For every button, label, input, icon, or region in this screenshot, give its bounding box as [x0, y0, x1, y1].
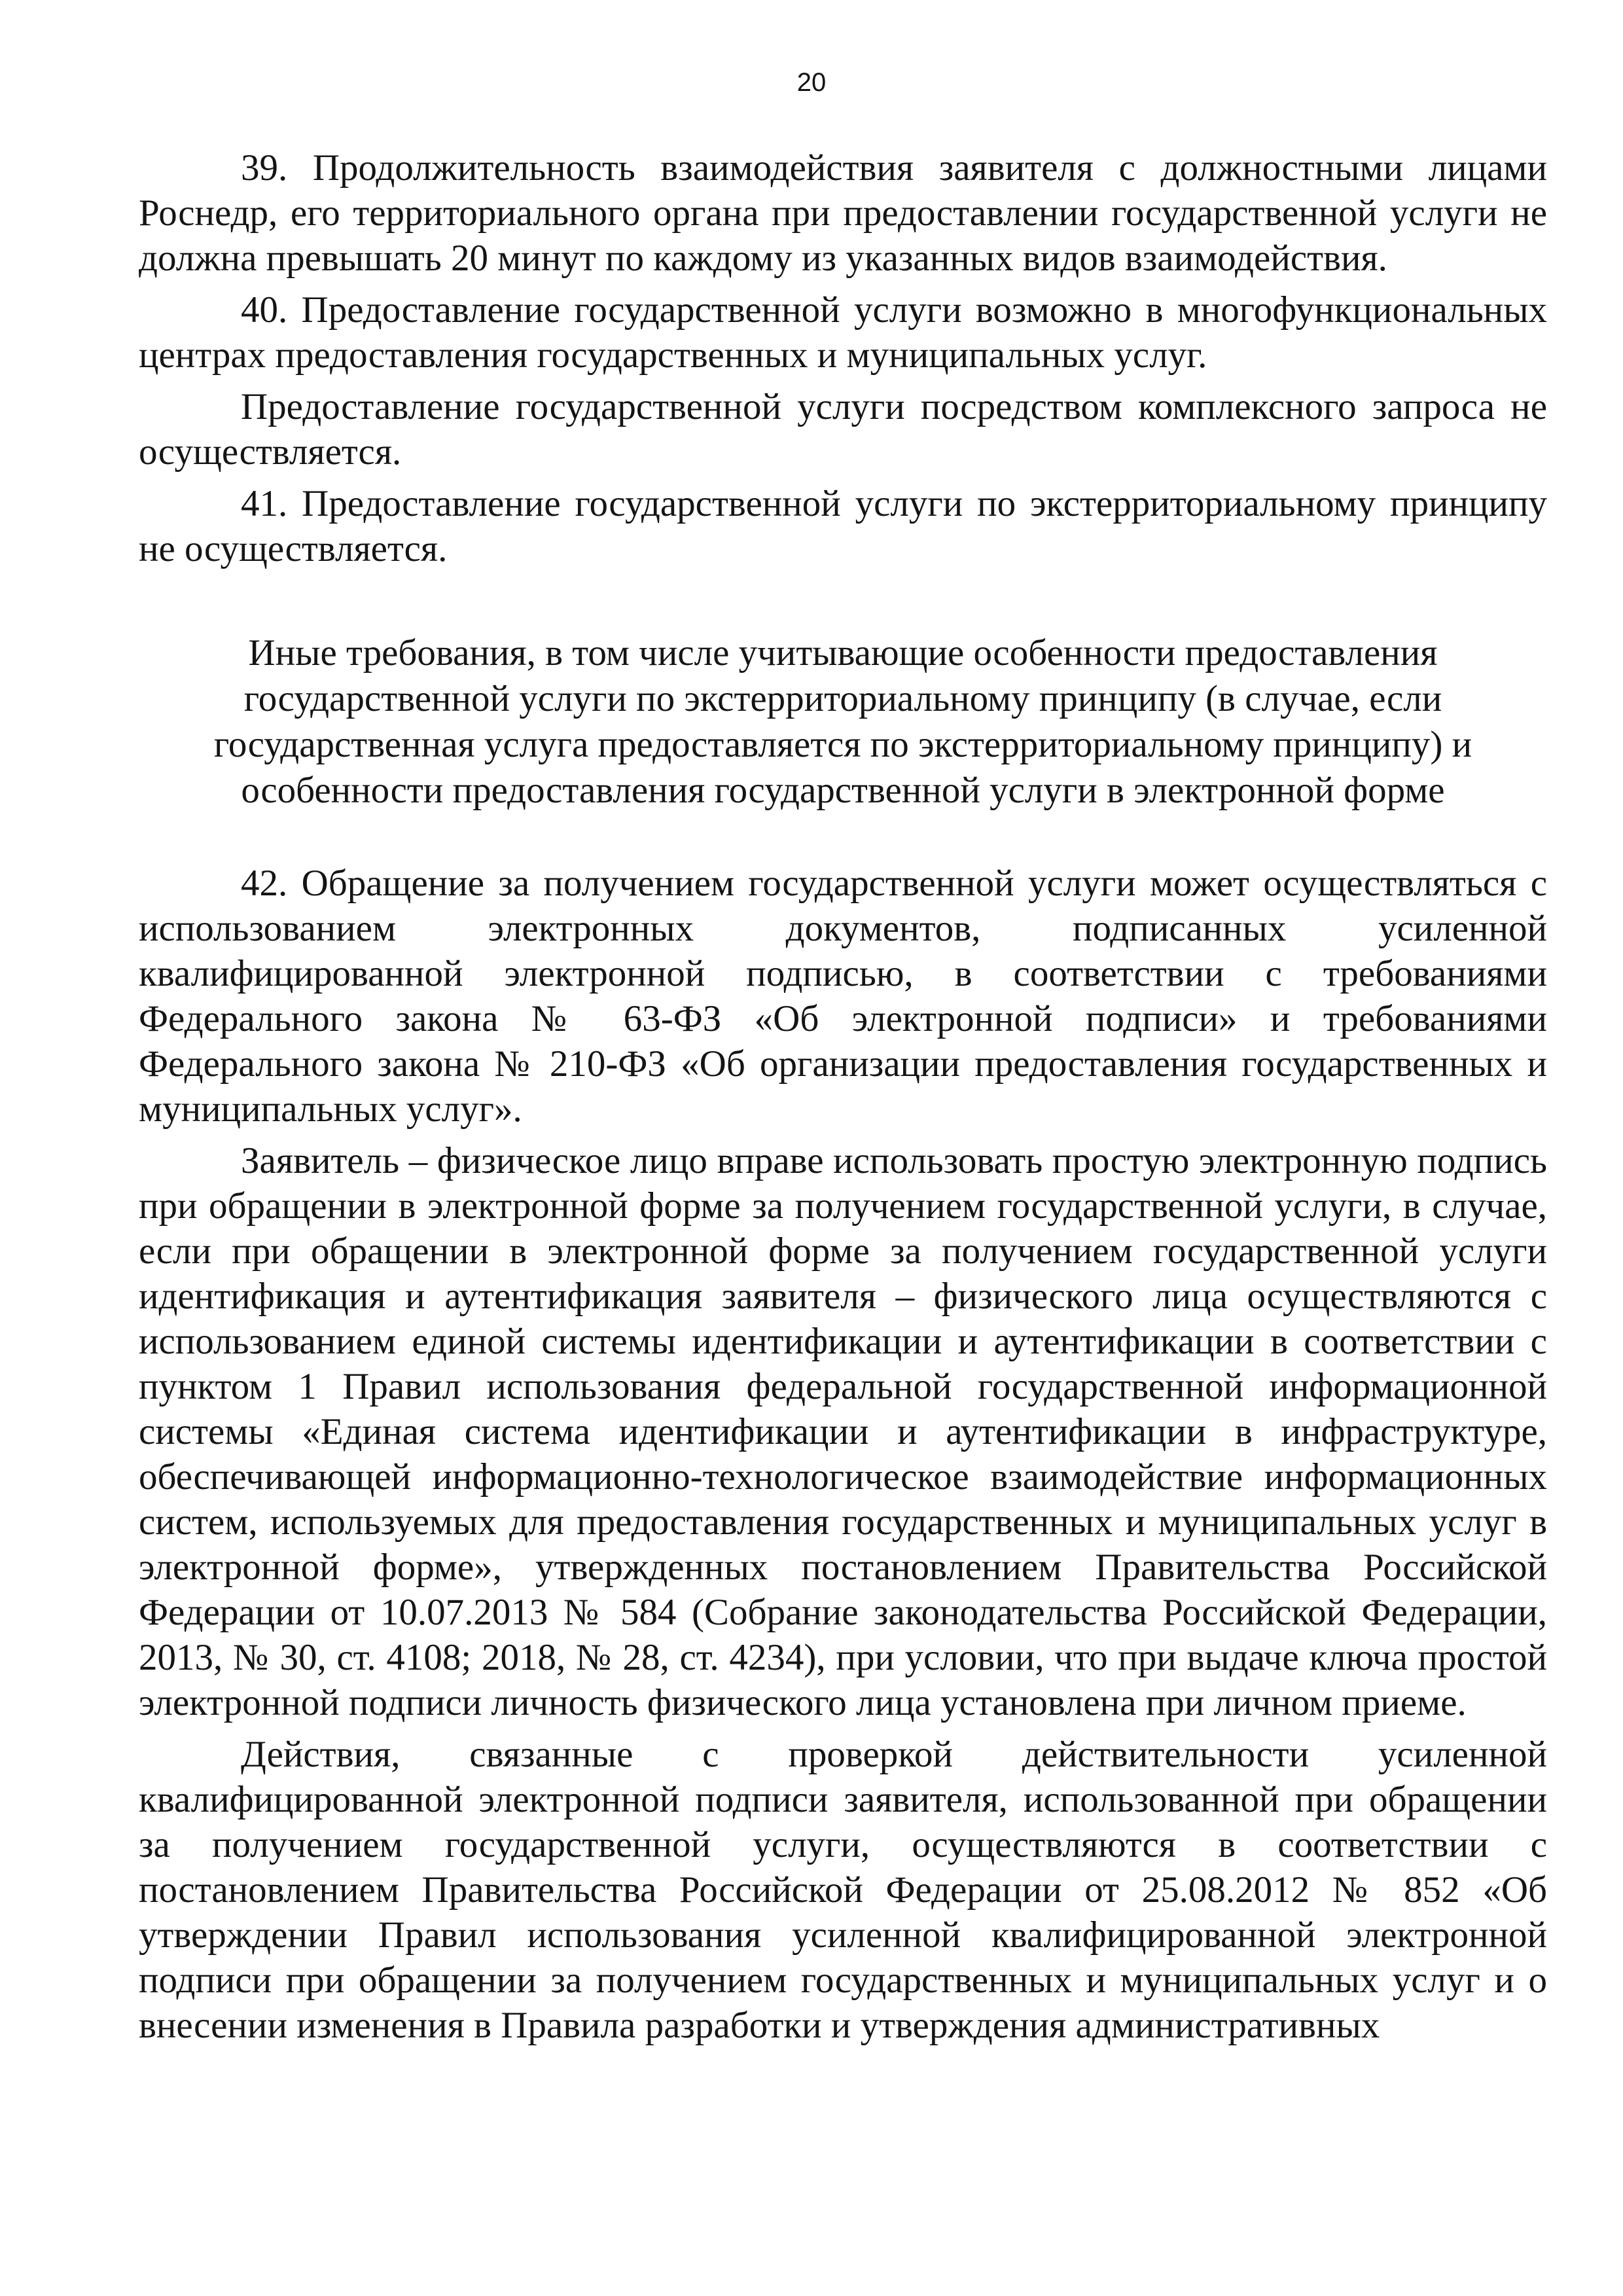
section-heading — [139, 630, 1547, 814]
section-heading-line: государственная услуга предоставляется по экстерриториальному принципу) и — [213, 724, 1472, 765]
page-number: 20 — [796, 68, 827, 97]
section-heading-line: Иные требования, в том числе учитывающие особенности предоставления — [248, 632, 1438, 673]
paragraph-40: 40. Предоставление государственной услуги возможно в многофункциональных центрах предоставления государственных и муниципальных услуг. — [139, 289, 1547, 376]
document-body — [139, 145, 1547, 2048]
paragraph-41: 41. Предоставление государственной услуги по экстерриториальному принципу не осуществляется. — [139, 483, 1547, 569]
section-heading-line: государственной услуги по экстерриториальному принципу (в случае, если — [243, 678, 1442, 719]
paragraph-39: 39. Продолжительность взаимодействия заявителя с должностными лицами Роснедр, его территориального органа при предоставлении государственной услуги не должна превышать 20 минут по каждому из указанных видов взаимодействия. — [139, 147, 1547, 279]
paragraph-40-complex-request: Предоставление государственной услуги посредством комплексного запроса не осуществляется. — [139, 386, 1547, 473]
paragraph-simple-signature: Заявитель – физическое лицо вправе использовать простую электронную подпись при обращении в электронной форме за получением государственной услуги, в случае, если при обращении в электронной форме за получением государственной услуги идентификация и аутентификация заявителя – физического лица осуществляются с использованием единой системы идентификации и аутентификации в соответствии с пунктом 1 Правил использования федеральной государственной информационной системы «Единая система идентификации и аутентификации в инфраструктуре, обеспечивающей информационно-технологическое взаимодействие информационных систем, используемых для предоставления государственных и муниципальных услуг в электронной форме», утвержденных постановлением Правительства Российской Федерации от 10.07.2013 № 584 (Собрание законодательства Российской Федерации, 2013, № 30, ст. 4108; 2018, № 28, ст. 4234), при условии, что при выдаче ключа простой электронной подписи личность физического лица установлена при личном приеме. — [139, 1140, 1547, 1723]
paragraph-signature-verification: Действия, связанные с проверкой действительности усиленной квалифицированной электронной подписи заявителя, использованной при обращении за получением государственной услуги, осуществляются в соответствии с постановлением Правительства Российской Федерации от 25.08.2012 № 852 «Об утверждении Правил использования усиленной квалифицированной электронной подписи при обращении за получением государственных и муниципальных услуг и о внесении изменения в Правила разработки и утверждения административных — [139, 1734, 1547, 2046]
paragraph-42: 42. Обращение за получением государственной услуги может осуществляться с использованием электронных документов, подписанных усиленной квалифицированной электронной подписью, в соответствии с требованиями Федерального закона № 63-ФЗ «Об электронной подписи» и требованиями Федерального закона № 210-ФЗ «Об организации предоставления государственных и муниципальных услуг». — [139, 863, 1547, 1130]
section-heading-line: особенности предоставления государственной услуги в электронной форме — [241, 770, 1445, 811]
